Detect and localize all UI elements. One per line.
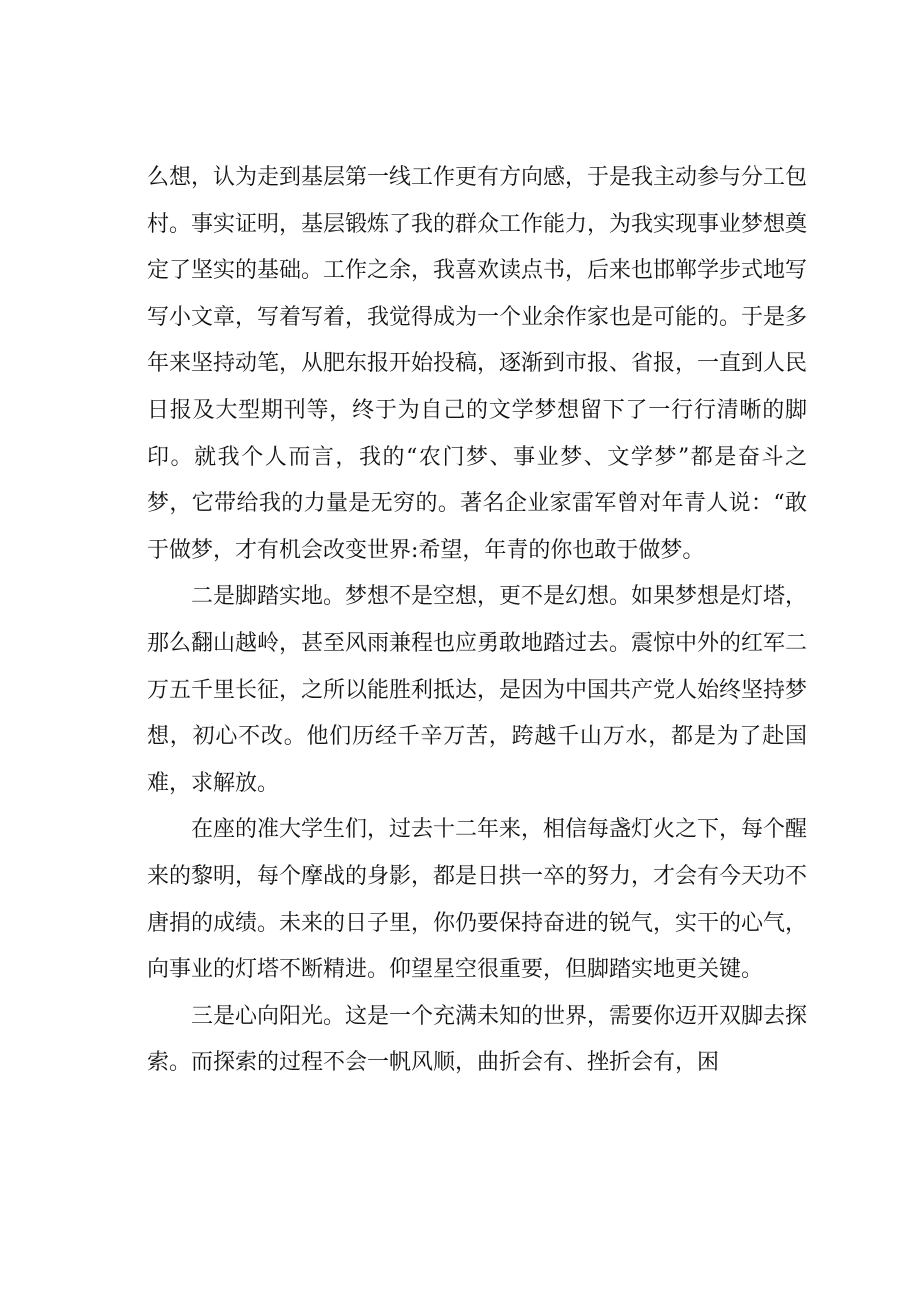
body-text xyxy=(147,155,807,1087)
paragraph-down-to-earth: 二是脚踏实地。梦想不是空想，更不是幻想。如果梦想是灯塔，那么翻山越岭，甚至风雨兼程也应勇敢地踏过去。震惊中外的红军二万五千里长征，之所以能胜利抵达，是因为中国共产党人始终坚持梦想，初心不改。他们历经千辛万苦，跨越千山万水，都是为了赴国难，求解放。 xyxy=(147,584,808,796)
paragraph-sunshine: 三是心向阳光。这是一个充满未知的世界，需要你迈开双脚去探索。而探索的过程不会一帆风顺，曲折会有、挫折会有，困 xyxy=(147,1003,808,1076)
paragraph-students: 在座的准大学生们，过去十二年来，相信每盏灯火之下，每个醒来的黎明，每个摩战的身影，都是日拱一卒的努力，才会有今天功不唐捐的成绩。未来的日子里，你仍要保持奋进的锐气，实干的心气，向事业的灯塔不断精进。仰望星空很重要，但脚踏实地更关键。 xyxy=(147,817,808,983)
paragraph-continuation: 么想，认为走到基层第一线工作更有方向感，于是我主动参与分工包村。事实证明，基层锻炼了我的群众工作能力，为我实现事业梦想奠定了坚实的基础。工作之余，我喜欢读点书，后来也邯郸学步式地写写小文章，写着写着，我觉得成为一个业余作家也是可能的。于是多年来坚持动笔，从肥东报开始投稿，逐渐到市报、省报，一直到人民日报及大型期刊等，终于为自己的文学梦想留下了一行行清晰的脚印。就我个人而言，我的“农门梦、事业梦、文学梦”都是奋斗之梦，它带给我的力量是无穷的。著名企业家雷军曾对年青人说：“敢于做梦，才有机会改变世界:希望，年青的你也敢于做梦。 xyxy=(147,165,808,563)
